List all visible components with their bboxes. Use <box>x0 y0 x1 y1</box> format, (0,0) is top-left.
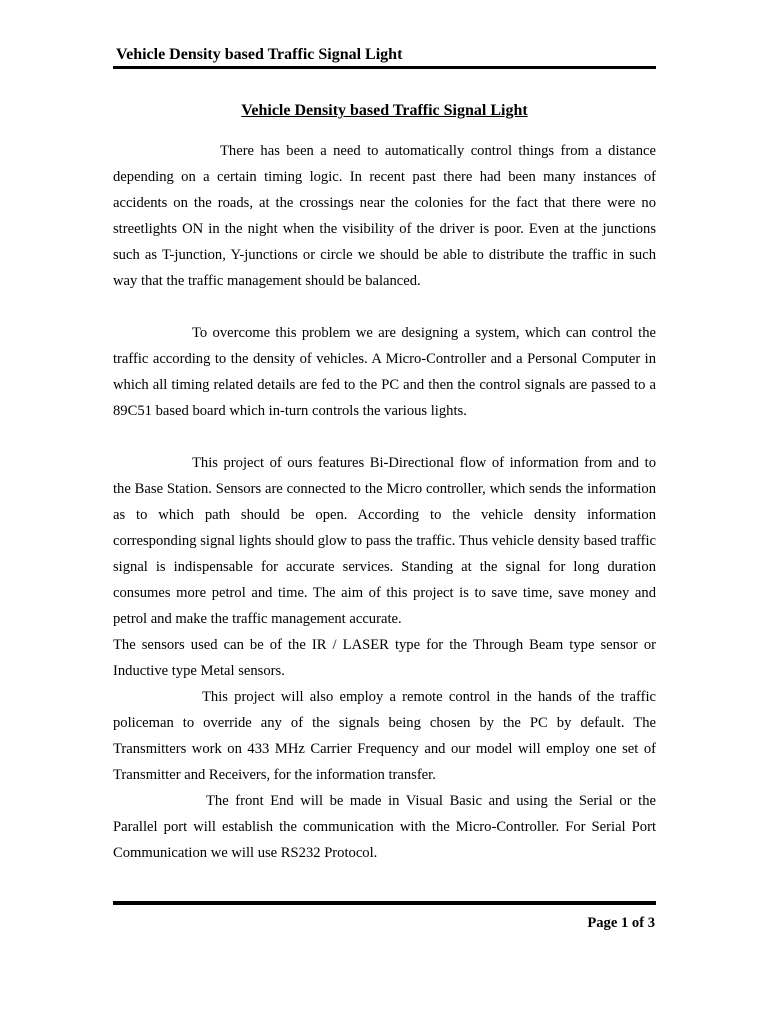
paragraph-solution: To overcome this problem we are designing a system, which can control the traffic according to the density of vehicles. A Micro-Controller and a Personal Computer in which all timing related details are fed to the PC and then the control signals are passed to a 89C51 based board which in-turn controls the various lights. <box>113 325 656 419</box>
paragraph-sensors: The sensors used can be of the IR / LASER type for the Through Beam type sensor or Inductive type Metal sensors. <box>113 637 656 679</box>
footer-divider <box>113 901 656 905</box>
paragraph-intro: There has been a need to automatically control things from a distance depending on a certain timing logic. In recent past there had been many instances of accidents on the roads, at the crossings near the colonies for the fact that there were no streetlights ON in the night when the visibility of the driver is poor. Even at the junctions such as T-junction, Y-junctions or circle we should be able to distribute the traffic in such way that the traffic management should be balanced. <box>113 143 656 289</box>
paragraph-front-end: The front End will be made in Visual Basic and using the Serial or the Parallel port will establish the communication with the Micro-Controller. For Serial Port Communication we will use RS232 Protocol. <box>113 793 656 861</box>
page-number: Page 1 of 3 <box>587 915 655 931</box>
document-title: Vehicle Density based Traffic Signal Light <box>241 102 528 119</box>
header-divider <box>113 66 656 69</box>
document-body <box>113 138 656 866</box>
running-header-title: Vehicle Density based Traffic Signal Light <box>116 46 403 63</box>
paragraph-remote-control: This project will also employ a remote control in the hands of the traffic policeman to override any of the signals being chosen by the PC by default. The Transmitters work on 433 MHz Carrier Frequency and our model will employ one set of Transmitter and Receivers, for the information transfer. <box>113 689 656 783</box>
paragraph-features: This project of ours features Bi-Directional flow of information from and to the Base Station. Sensors are connected to the Micro controller, which sends the information as to which path should be open. According to the vehicle density information corresponding signal lights should glow to pass the traffic. Thus vehicle density based traffic signal is indispensable for accurate services. Standing at the signal for long duration consumes more petrol and time. The aim of this project is to save time, save money and petrol and make the traffic management accurate. <box>113 455 656 627</box>
